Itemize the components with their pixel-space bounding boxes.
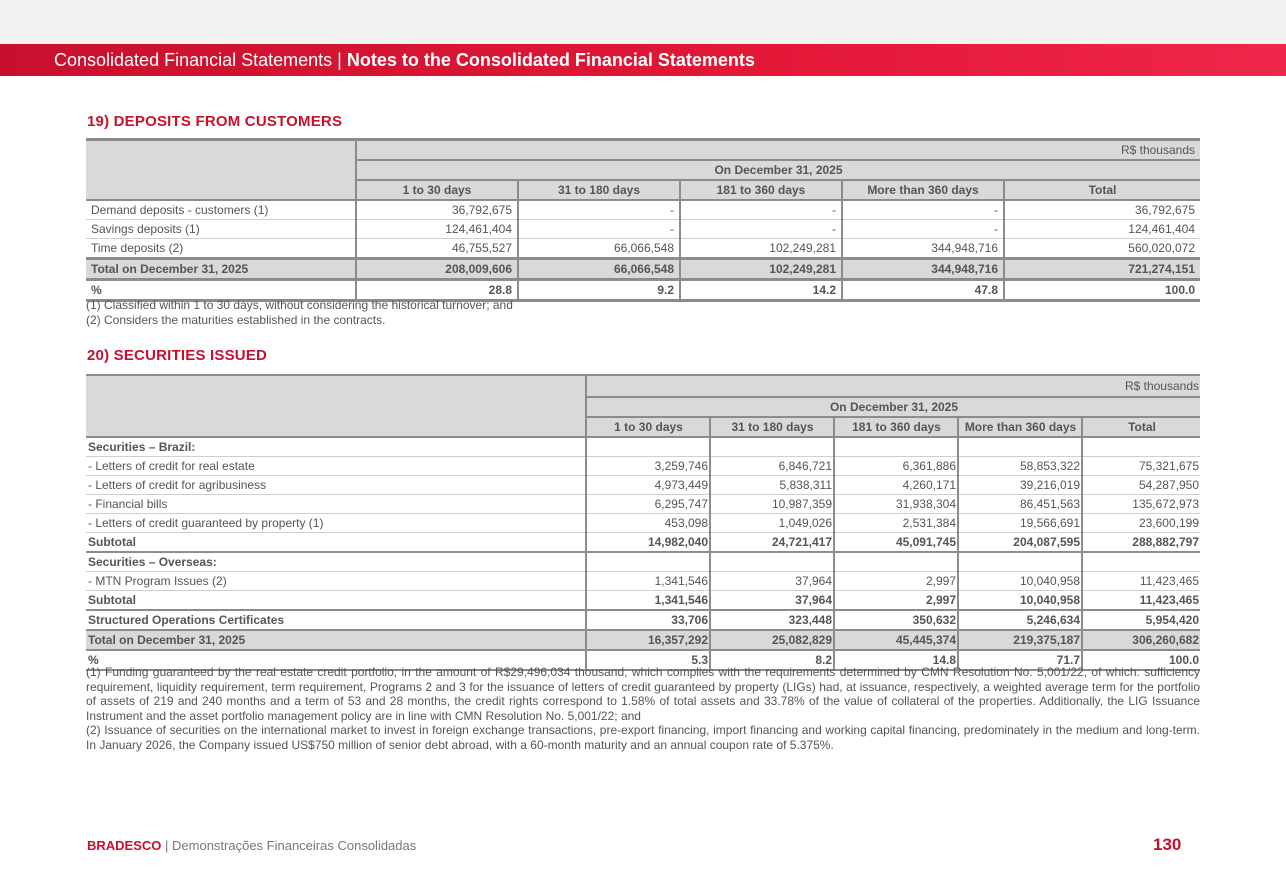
cell-value: 344,948,716 bbox=[842, 239, 1004, 259]
table-row bbox=[86, 437, 1200, 457]
structured-row bbox=[86, 610, 1200, 630]
deposits-col-header: Total bbox=[1004, 180, 1200, 200]
row-label: Time deposits (2) bbox=[86, 239, 356, 259]
cell-value: 350,632 bbox=[834, 610, 958, 630]
table-row bbox=[86, 495, 1200, 514]
cell-value: 2,997 bbox=[834, 572, 958, 591]
securities-title: 20) SECURITIES ISSUED bbox=[87, 347, 268, 364]
cell-value: 6,361,886 bbox=[834, 457, 958, 476]
row-label: Subtotal bbox=[86, 591, 586, 611]
row-label: % bbox=[86, 650, 586, 670]
cell-value: 6,295,747 bbox=[586, 495, 710, 514]
cell-value: 102,249,281 bbox=[680, 259, 842, 280]
cell-value: - bbox=[680, 200, 842, 220]
footnote: (2) Issuance of securities on the international market to invest in foreign exchange transactions, pre-export financing, import financing and working capital financing, predominately in the medium and long-term. In January 2026, the Company issued US$750 million of senior debt abroad, with a 60-month maturity and an annual coupon rate of 5.375%. bbox=[86, 723, 1200, 752]
cell-value: 58,853,322 bbox=[958, 457, 1082, 476]
cell-value: 66,066,548 bbox=[518, 259, 680, 280]
cell-value: 24,721,417 bbox=[710, 533, 834, 553]
cell-value: 28.8 bbox=[356, 280, 518, 301]
footer-brand: BRADESCO bbox=[87, 838, 162, 853]
cell-value: 86,451,563 bbox=[958, 495, 1082, 514]
row-label: Demand deposits - customers (1) bbox=[86, 200, 356, 220]
securities-notes bbox=[86, 665, 1200, 753]
cell-value: 45,445,374 bbox=[834, 630, 958, 650]
cell-value: 124,461,404 bbox=[356, 220, 518, 239]
deposits-table bbox=[86, 138, 1200, 302]
row-label: Subtotal bbox=[86, 533, 586, 553]
cell-value: 124,461,404 bbox=[1004, 220, 1200, 239]
cell-value: 5,954,420 bbox=[1082, 610, 1200, 630]
securities-col-header: More than 360 days bbox=[958, 417, 1082, 437]
cell-value: 6,846,721 bbox=[710, 457, 834, 476]
cell-value: 323,448 bbox=[710, 610, 834, 630]
cell-value: 10,987,359 bbox=[710, 495, 834, 514]
page-footer bbox=[87, 838, 416, 853]
table-row bbox=[86, 476, 1200, 495]
cell-value: 9.2 bbox=[518, 280, 680, 301]
subtotal-row bbox=[86, 533, 1200, 553]
footnote: (1) Funding guaranteed by the real estate credit portfolio, in the amount of R$29,496,034 thousand, which complies with the requirements determined by CMN Resolution No. 5,001/22, of which: sufficiency requirement, liquidity requirement, term requirement, Programs 2 and 3 for the issuance of letters of credit guaranteed by property (LIGs) had, at issuance, respectively, a weighted average term for the portfolio of assets of 219 and 240 months and a term of 53 and 28 months, the credit rights correspond to 1.58% of total assets and 33.78% of the value of collateral of the properties. Additionally, the LIG Issuance Instrument and the asset portfolio management policy are in line with CMN Resolution No. 5,001/22; and bbox=[86, 665, 1200, 723]
cell-value: 100.0 bbox=[1004, 280, 1200, 301]
cell-value: 25,082,829 bbox=[710, 630, 834, 650]
cell-value: - bbox=[518, 220, 680, 239]
cell-value: 31,938,304 bbox=[834, 495, 958, 514]
cell-value: 3,259,746 bbox=[586, 457, 710, 476]
securities-col-header: 31 to 180 days bbox=[710, 417, 834, 437]
cell-value: 135,672,973 bbox=[1082, 495, 1200, 514]
cell-value: 5.3 bbox=[586, 650, 710, 670]
table-row bbox=[86, 572, 1200, 591]
row-label: Structured Operations Certificates bbox=[86, 610, 586, 630]
deposits-col-header: More than 360 days bbox=[842, 180, 1004, 200]
cell-value: 11,423,465 bbox=[1082, 591, 1200, 611]
cell-value: 560,020,072 bbox=[1004, 239, 1200, 259]
cell-value: - bbox=[842, 220, 1004, 239]
securities-header-blank bbox=[86, 375, 586, 437]
deposits-notes bbox=[86, 298, 513, 328]
cell-value: 75,321,675 bbox=[1082, 457, 1200, 476]
table-row bbox=[86, 200, 1200, 220]
table-row bbox=[86, 220, 1200, 239]
row-label: % bbox=[86, 280, 356, 301]
header-section: Consolidated Financial Statements bbox=[54, 50, 333, 70]
cell-value: 2,531,384 bbox=[834, 514, 958, 533]
cell-value: 102,249,281 bbox=[680, 239, 842, 259]
securities-period: On December 31, 2025 bbox=[586, 397, 1200, 417]
row-label: - MTN Program Issues (2) bbox=[86, 572, 586, 591]
cell-value: 1,341,546 bbox=[586, 572, 710, 591]
cell-value: 14.8 bbox=[834, 650, 958, 670]
table-row bbox=[86, 552, 1200, 572]
cell-value: 36,792,675 bbox=[356, 200, 518, 220]
top-strip bbox=[0, 0, 1286, 44]
header-banner bbox=[0, 44, 1286, 76]
securities-col-header: Total bbox=[1082, 417, 1200, 437]
cell-value: 36,792,675 bbox=[1004, 200, 1200, 220]
footer-subtitle: Demonstrações Financeiras Consolidadas bbox=[172, 838, 417, 853]
section-heading: Securities – Overseas: bbox=[86, 552, 586, 572]
cell-value: 5,246,634 bbox=[958, 610, 1082, 630]
cell-value: 71.7 bbox=[958, 650, 1082, 670]
table-row bbox=[86, 514, 1200, 533]
cell-value: 5,838,311 bbox=[710, 476, 834, 495]
total-row bbox=[86, 630, 1200, 650]
cell-value: 14.2 bbox=[680, 280, 842, 301]
cell-value: 1,341,546 bbox=[586, 591, 710, 611]
deposits-col-header: 31 to 180 days bbox=[518, 180, 680, 200]
cell-value: 37,964 bbox=[710, 572, 834, 591]
cell-value: 46,755,527 bbox=[356, 239, 518, 259]
cell-value: 219,375,187 bbox=[958, 630, 1082, 650]
section-heading: Securities – Brazil: bbox=[86, 437, 586, 457]
subtotal-row bbox=[86, 591, 1200, 611]
cell-value: 208,009,606 bbox=[356, 259, 518, 280]
footnote: (2) Considers the maturities established in the contracts. bbox=[86, 313, 386, 327]
cell-value: 14,982,040 bbox=[586, 533, 710, 553]
cell-value: 2,997 bbox=[834, 591, 958, 611]
cell-value: 19,566,691 bbox=[958, 514, 1082, 533]
header-title bbox=[54, 50, 755, 71]
securities-table bbox=[86, 374, 1200, 671]
deposits-period: On December 31, 2025 bbox=[356, 160, 1200, 180]
table-row bbox=[86, 457, 1200, 476]
cell-value: 47.8 bbox=[842, 280, 1004, 301]
deposits-col-header: 181 to 360 days bbox=[680, 180, 842, 200]
cell-value: 344,948,716 bbox=[842, 259, 1004, 280]
cell-value: 16,357,292 bbox=[586, 630, 710, 650]
table-row bbox=[86, 239, 1200, 259]
cell-value: 11,423,465 bbox=[1082, 572, 1200, 591]
cell-value: - bbox=[842, 200, 1004, 220]
cell-value: - bbox=[518, 200, 680, 220]
row-label: - Letters of credit for real estate bbox=[86, 457, 586, 476]
cell-value: 453,098 bbox=[586, 514, 710, 533]
page-number: 130 bbox=[1153, 835, 1182, 854]
deposits-header-blank bbox=[86, 140, 356, 201]
deposits-title: 19) DEPOSITS FROM CUSTOMERS bbox=[87, 113, 343, 130]
total-row bbox=[86, 259, 1200, 280]
header-subtitle: Notes to the Consolidated Financial Statements bbox=[346, 50, 755, 70]
cell-value: 4,260,171 bbox=[834, 476, 958, 495]
securities-col-header: 1 to 30 days bbox=[586, 417, 710, 437]
cell-value: 721,274,151 bbox=[1004, 259, 1200, 280]
cell-value: - bbox=[680, 220, 842, 239]
cell-value: 54,287,950 bbox=[1082, 476, 1200, 495]
securities-unit: R$ thousands bbox=[586, 375, 1200, 397]
cell-value: 23,600,199 bbox=[1082, 514, 1200, 533]
cell-value: 66,066,548 bbox=[518, 239, 680, 259]
footer-separator: | bbox=[161, 838, 173, 853]
cell-value: 204,087,595 bbox=[958, 533, 1082, 553]
row-label: - Financial bills bbox=[86, 495, 586, 514]
footnote: (1) Classified within 1 to 30 days, without considering the historical turnover; and bbox=[86, 298, 513, 312]
cell-value: 306,260,682 bbox=[1082, 630, 1200, 650]
row-label: - Letters of credit for agribusiness bbox=[86, 476, 586, 495]
cell-value: 100.0 bbox=[1082, 650, 1200, 670]
cell-value: 10,040,958 bbox=[958, 572, 1082, 591]
row-label: Savings deposits (1) bbox=[86, 220, 356, 239]
row-label: Total on December 31, 2025 bbox=[86, 259, 356, 280]
row-label: - Letters of credit guaranteed by property (1) bbox=[86, 514, 586, 533]
row-label: Total on December 31, 2025 bbox=[86, 630, 586, 650]
cell-value: 45,091,745 bbox=[834, 533, 958, 553]
cell-value: 288,882,797 bbox=[1082, 533, 1200, 553]
cell-value: 8.2 bbox=[710, 650, 834, 670]
cell-value: 37,964 bbox=[710, 591, 834, 611]
deposits-col-header: 1 to 30 days bbox=[356, 180, 518, 200]
cell-value: 39,216,019 bbox=[958, 476, 1082, 495]
cell-value: 4,973,449 bbox=[586, 476, 710, 495]
cell-value: 1,049,026 bbox=[710, 514, 834, 533]
header-separator: | bbox=[337, 50, 342, 70]
cell-value: 10,040,958 bbox=[958, 591, 1082, 611]
deposits-unit: R$ thousands bbox=[356, 140, 1200, 161]
securities-col-header: 181 to 360 days bbox=[834, 417, 958, 437]
cell-value: 33,706 bbox=[586, 610, 710, 630]
